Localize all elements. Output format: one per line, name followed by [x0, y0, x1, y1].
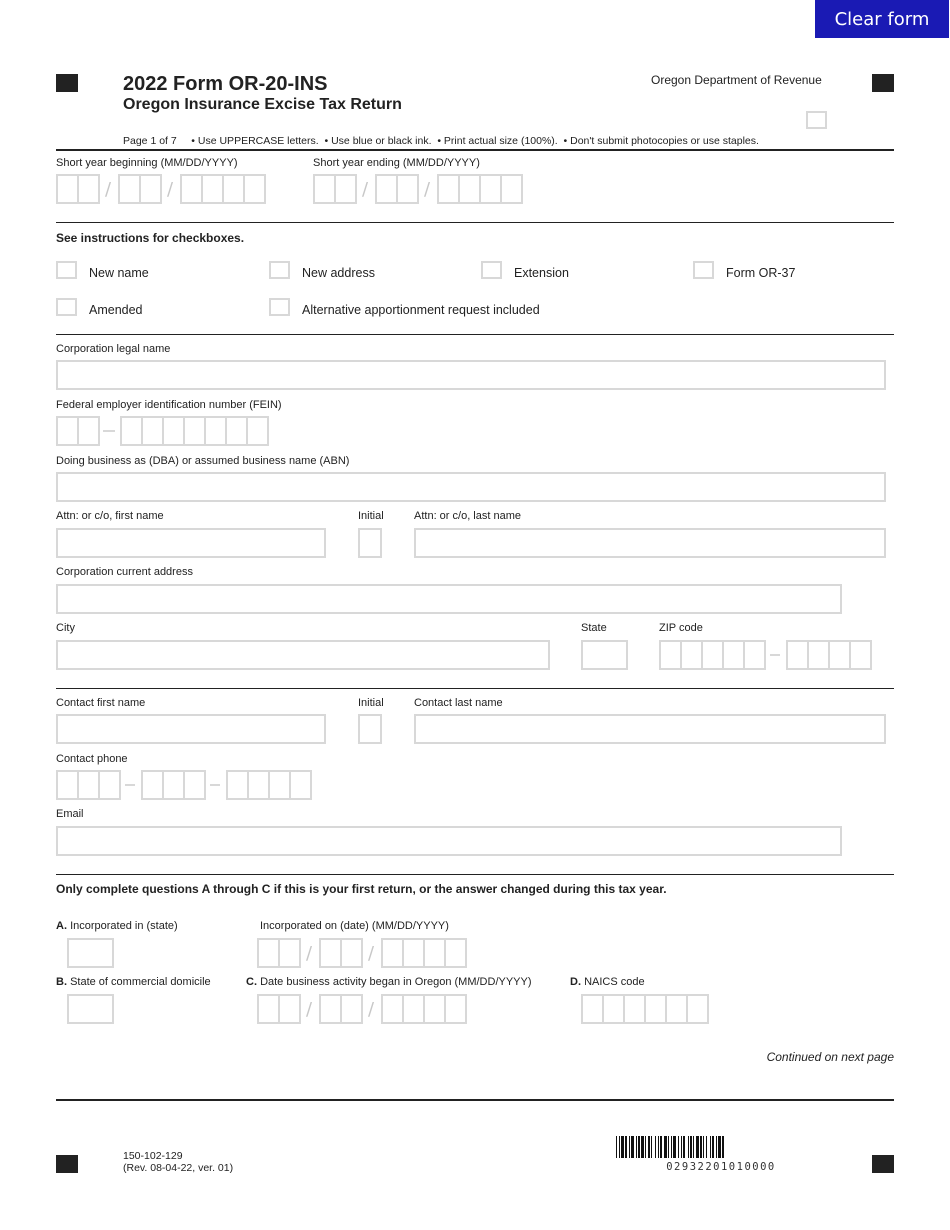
continued-note: Continued on next page: [766, 1050, 894, 1064]
registration-mark-bottom-right: [872, 1155, 894, 1173]
new-name-checkbox[interactable]: [56, 261, 77, 279]
alt-apportionment-label: Alternative apportionment request included: [302, 303, 540, 317]
legal-name-label: Corporation legal name: [56, 343, 171, 355]
naics-code-input[interactable]: [581, 994, 707, 1024]
form-subtitle: Oregon Insurance Excise Tax Return: [123, 96, 402, 113]
divider: [56, 874, 894, 875]
attn-first-label: Attn: or c/o, first name: [56, 510, 164, 522]
short-year-begin-label: Short year beginning (MM/DD/YYYY): [56, 157, 238, 169]
attn-first-input[interactable]: [56, 528, 326, 558]
fein-input[interactable]: [56, 416, 267, 446]
office-use-checkbox[interactable]: [806, 111, 827, 129]
attn-initial-label: Initial: [358, 510, 384, 522]
contact-first-input[interactable]: [56, 714, 326, 744]
checkbox-heading: See instructions for checkboxes.: [56, 231, 245, 245]
incorporated-state-input[interactable]: [67, 938, 114, 968]
dba-label: Doing business as (DBA) or assumed business name (ABN): [56, 455, 350, 467]
amended-checkbox[interactable]: [56, 298, 77, 316]
agency-name: Oregon Department of Revenue: [651, 73, 822, 87]
email-input[interactable]: [56, 826, 842, 856]
divider: [56, 334, 894, 335]
question-a-label: A. Incorporated in (state): [56, 920, 178, 932]
incorporated-date-input[interactable]: / /: [257, 938, 465, 968]
clear-form-button[interactable]: Clear form: [815, 0, 949, 38]
amended-label: Amended: [89, 303, 143, 317]
contact-last-input[interactable]: [414, 714, 886, 744]
divider: [56, 688, 894, 689]
form-revision: (Rev. 08-04-22, ver. 01): [123, 1162, 234, 1174]
questions-heading: Only complete questions A through C if this is your first return, or the answer changed during this tax year.: [56, 882, 667, 896]
dba-input[interactable]: [56, 472, 886, 502]
attn-last-input[interactable]: [414, 528, 886, 558]
new-name-label: New name: [89, 266, 149, 280]
fein-label: Federal employer identification number (FEIN): [56, 399, 282, 411]
question-b-label: B. State of commercial domicile: [56, 976, 211, 988]
form-number: 150-102-129: [123, 1150, 183, 1162]
registration-mark-bottom-left: [56, 1155, 78, 1173]
registration-mark-top-right: [872, 74, 894, 92]
header-divider: [56, 149, 894, 151]
address-input[interactable]: [56, 584, 842, 614]
alt-apportionment-checkbox[interactable]: [269, 298, 290, 316]
question-a-date-label: Incorporated on (date) (MM/DD/YYYY): [260, 920, 449, 932]
contact-initial-input[interactable]: [358, 714, 382, 744]
short-year-end-label: Short year ending (MM/DD/YYYY): [313, 157, 480, 169]
new-address-label: New address: [302, 266, 375, 280]
contact-first-label: Contact first name: [56, 697, 146, 709]
attn-last-label: Attn: or c/o, last name: [414, 510, 521, 522]
commercial-domicile-input[interactable]: [67, 994, 114, 1024]
form-or37-checkbox[interactable]: [693, 261, 714, 279]
registration-mark-top-left: [56, 74, 78, 92]
contact-phone-label: Contact phone: [56, 753, 128, 765]
form-or37-label: Form OR-37: [726, 266, 796, 280]
legal-name-input[interactable]: [56, 360, 886, 390]
short-year-end-input[interactable]: / /: [313, 174, 521, 204]
barcode: [616, 1136, 724, 1158]
address-label: Corporation current address: [56, 566, 193, 578]
contact-phone-input[interactable]: [56, 770, 310, 800]
zip-input[interactable]: [659, 640, 870, 670]
contact-initial-label: Initial: [358, 697, 384, 709]
state-label: State: [581, 622, 607, 634]
city-input[interactable]: [56, 640, 550, 670]
contact-last-label: Contact last name: [414, 697, 503, 709]
barcode-number: 02932201010000: [666, 1161, 776, 1173]
state-input[interactable]: [581, 640, 628, 670]
divider: [56, 222, 894, 223]
extension-label: Extension: [514, 266, 569, 280]
short-year-begin-input[interactable]: / /: [56, 174, 264, 204]
attn-initial-input[interactable]: [358, 528, 382, 558]
business-start-date-input[interactable]: / /: [257, 994, 465, 1024]
new-address-checkbox[interactable]: [269, 261, 290, 279]
print-instructions: Page 1 of 7 • Use UPPERCASE letters. • Use blue or black ink. • Print actual size (100%). • Don't submit photocopies or use staples.: [123, 135, 759, 147]
extension-checkbox[interactable]: [481, 261, 502, 279]
footer-divider: [56, 1099, 894, 1101]
question-d-label: D. NAICS code: [570, 976, 645, 988]
city-label: City: [56, 622, 75, 634]
email-label: Email: [56, 808, 84, 820]
form-title: 2022 Form OR-20-INS: [123, 73, 328, 95]
zip-label: ZIP code: [659, 622, 703, 634]
question-c-label: C. Date business activity began in Oregon (MM/DD/YYYY): [246, 976, 532, 988]
